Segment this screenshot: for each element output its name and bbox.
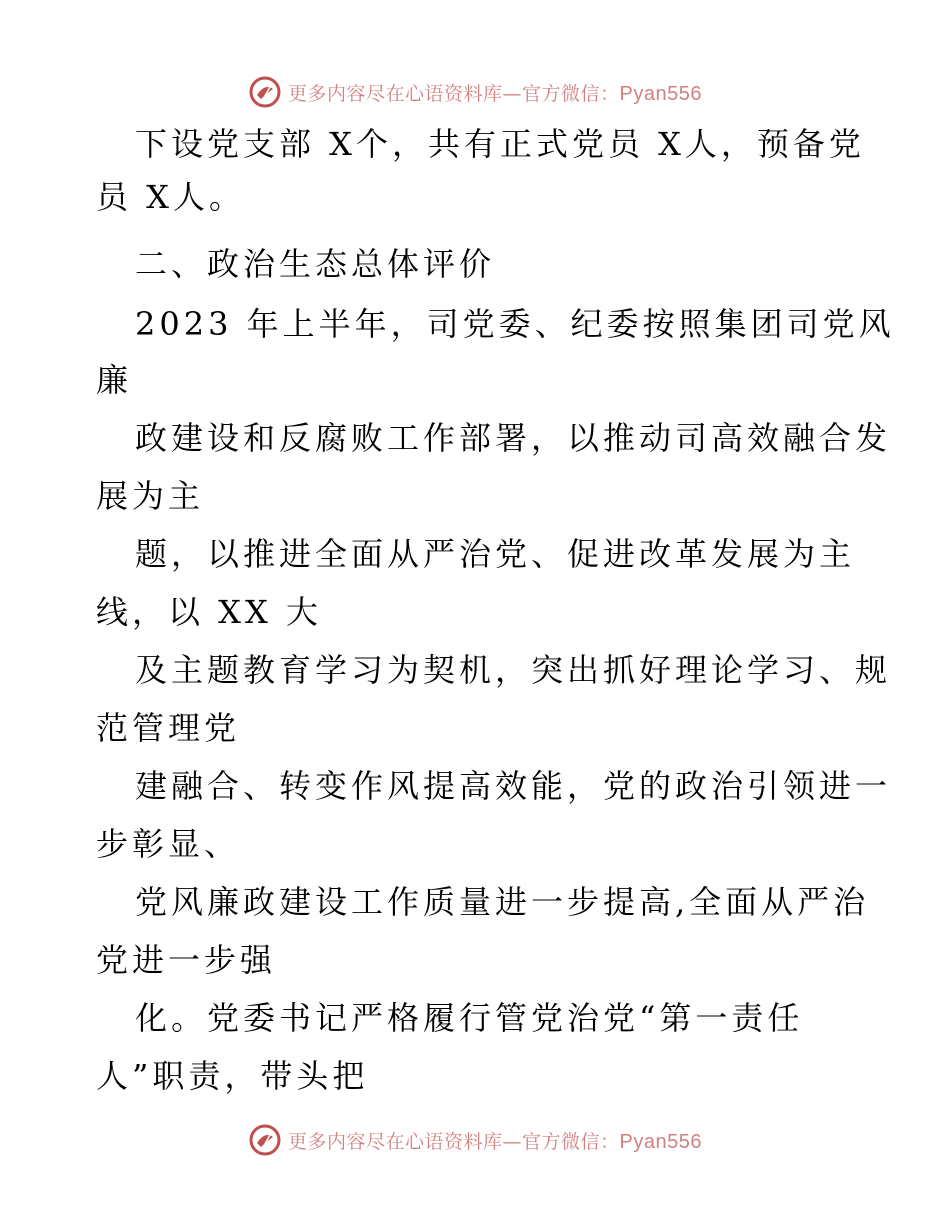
text-line: 人”职责，带头把 [96, 1057, 369, 1095]
text-line: 2023 年上半年，司党委、纪委按照集团司党风 [135, 305, 895, 343]
logo-icon [248, 1123, 282, 1157]
text-line: 下设党支部 X个，共有正式党员 X人，预备党 [135, 125, 865, 163]
text-line: 步彰显、 [96, 825, 241, 863]
text-line: 政建设和反腐败工作部署，以推动司高效融合发 [135, 419, 892, 457]
watermark-footer [0, 1120, 950, 1160]
text-line: 建融合、转变作风提高效能，党的政治引领进一 [135, 767, 892, 805]
text-line: 党风廉政建设工作质量进一步提高,全面从严治 [135, 883, 870, 921]
text-line: 及主题教育学习为契机，突出抓好理论学习、规 [135, 651, 892, 689]
text-line: 线，以 XX 大 [96, 593, 322, 631]
watermark-label: 更多内容尽在心语资料库—官方微信： [288, 1130, 620, 1153]
text-line: 范管理党 [96, 709, 241, 747]
watermark-handle: Pyan556 [619, 82, 702, 105]
text-line: 廉 [96, 361, 133, 399]
watermark-handle: Pyan556 [619, 1130, 702, 1153]
logo-icon [248, 75, 282, 109]
watermark-label: 更多内容尽在心语资料库—官方微信： [288, 82, 620, 105]
section-heading: 二、政治生态总体评价 [135, 245, 496, 283]
text-line: 题，以推进全面从严治党、促进改革发展为主 [135, 535, 856, 573]
watermark-text [288, 1127, 702, 1154]
watermark-text [288, 79, 702, 106]
text-line: 党进一步强 [96, 941, 277, 979]
text-line: 员 X人。 [96, 178, 245, 216]
watermark-header [0, 72, 950, 112]
text-line: 化。党委书记严格履行管党治党“第一责任 [135, 999, 804, 1037]
text-line: 展为主 [96, 477, 205, 515]
